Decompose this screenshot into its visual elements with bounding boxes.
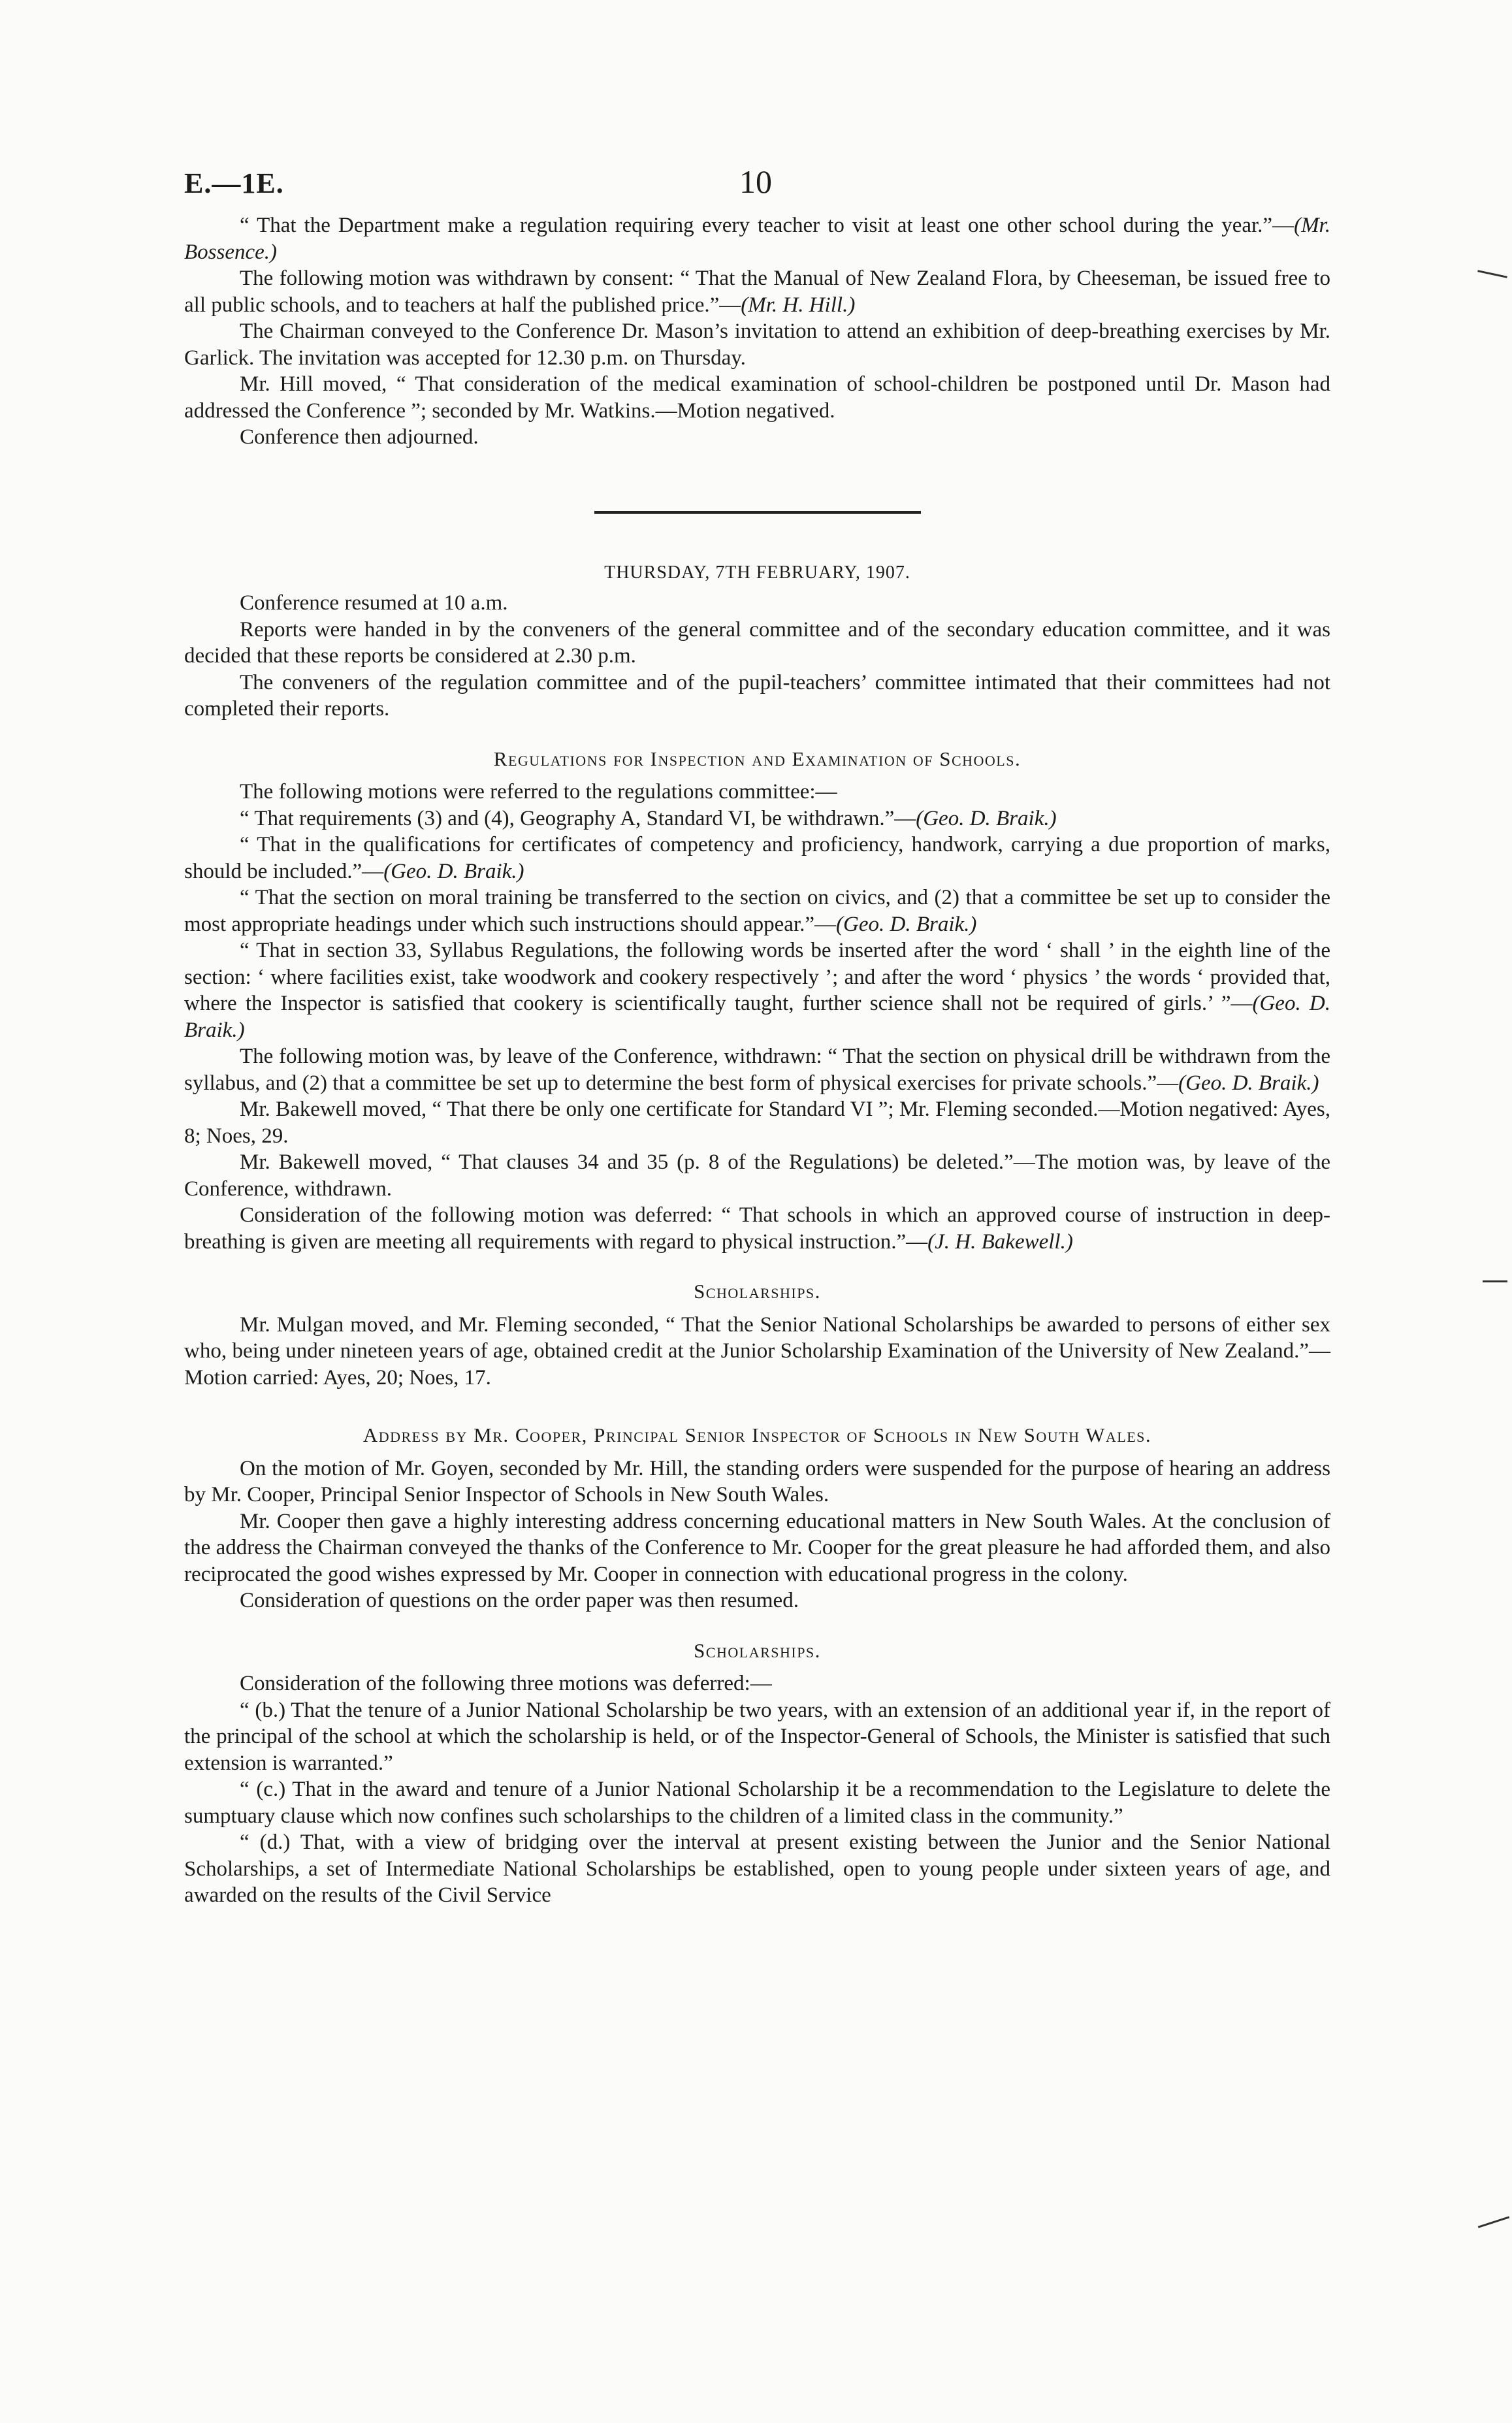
paragraph: [184, 424, 1330, 451]
section-divider: [594, 511, 921, 514]
paragraph: [184, 617, 1330, 670]
section-scholarships-2: [184, 1670, 1330, 1909]
paragraph-text: The following motions were referred to the regulations committee:—: [240, 780, 837, 804]
paragraph-text: The following motion was withdrawn by consent: “ That the Manual of New Zealand Flora, by Cheeseman, be issued free to all public schools, and to teachers at half the published price.”—: [184, 267, 1330, 317]
paragraph-text: The following motion was, by leave of the Conference, withdrawn: “ That the section on physical drill be withdrawn from the syllabus, and (2) that a committee be set up to determine the best form of physical exercises for private schools.”—: [184, 1045, 1330, 1095]
paragraph: [184, 1829, 1330, 1909]
attribution: (Geo. D. Braik.): [1178, 1071, 1319, 1095]
section-regulations: [184, 779, 1330, 1255]
paragraph-text: On the motion of Mr. Goyen, seconded by Mr. Hill, the standing orders were suspended for the purpose of hearing an address by Mr. Cooper, Principal Senior Inspector of Schools in New South Wales.: [184, 1456, 1330, 1506]
paragraph-text: “ (d.) That, with a view of bridging over the interval at present existing between the Junior and the Senior National Scholarships, a set of Intermediate National Scholarships be established, open to young people under sixteen years of age, and awarded on the results of the Civil Service: [184, 1830, 1330, 1907]
heading-scholarships-1: Scholarships.: [694, 1280, 821, 1303]
paragraph: [184, 1670, 1330, 1697]
attribution: (Geo. D. Braik.): [383, 859, 524, 883]
margin-mark: [1483, 1280, 1507, 1282]
section-scholarships-1: [184, 1312, 1330, 1391]
paragraph: [184, 805, 1330, 832]
document-reference: E.—1E.: [184, 167, 284, 199]
paragraph-text: Consideration of the following motion was deferred: “ That schools in which an approved course of instruction in deep-breathing is given are meeting all requirements with regard to physical instruction.”—: [184, 1203, 1330, 1254]
paragraph-text: “ That in the qualifications for certificates of competency and proficiency, handwork, carrying a due proportion of marks, should be included.”—: [184, 833, 1330, 883]
paragraph-text: The conveners of the regulation committee and of the pupil-teachers’ committee intimated that their committees had not completed their reports.: [184, 670, 1330, 721]
date-heading: THURSDAY, 7TH FEBRUARY, 1907.: [604, 562, 910, 583]
paragraph-text: “ That the Department make a regulation requiring every teacher to visit at least one other school during the year.”—: [240, 214, 1295, 237]
paragraph: [184, 265, 1330, 318]
paragraph: [184, 670, 1330, 723]
paragraph: [184, 1697, 1330, 1777]
paragraph: [184, 1202, 1330, 1255]
paragraph-text: “ (b.) That the tenure of a Junior National Scholarship be two years, with an extension of an additional year if, in the report of the principal of the school at which the scholarship is held, or of the Inspector-General of Schools, the Minister is satisfied that such extension is warranted.”: [184, 1698, 1330, 1775]
paragraph-text: The Chairman conveyed to the Conference Dr. Mason’s invitation to attend an exhibition of deep-breathing exercises by Mr. Garlick. The invitation was accepted for 12.30 p.m. on Thursday.: [184, 319, 1330, 370]
attribution: (Mr. Bossence.): [184, 214, 1330, 264]
paragraph: [184, 832, 1330, 885]
paragraph: [184, 371, 1330, 424]
page-header: [184, 163, 1330, 212]
attribution: (Geo. D. Braik.): [836, 912, 977, 936]
section-adjournment: [184, 212, 1330, 451]
margin-mark: [1478, 2216, 1509, 2228]
heading-regulations: Regulations for Inspection and Examination of Schools.: [493, 747, 1021, 770]
paragraph: [184, 1096, 1330, 1149]
margin-mark: [1477, 270, 1507, 278]
paragraph-text: Mr. Bakewell moved, “ That there be only one certificate for Standard VI ”; Mr. Fleming seconded.—Motion negatived: Ayes, 8; Noes, 29.: [184, 1098, 1330, 1148]
page-number: 10: [739, 163, 772, 200]
attribution: (Geo. D. Braik.): [184, 992, 1330, 1042]
paragraph: [184, 590, 1330, 617]
paragraph: [184, 1312, 1330, 1391]
heading-address: Address by Mr. Cooper, Principal Senior Inspector of Schools in New South Wales.: [362, 1423, 1152, 1446]
paragraph: [184, 1149, 1330, 1202]
paragraph-text: Conference then adjourned.: [240, 425, 479, 449]
paragraph: [184, 1508, 1330, 1588]
paragraph-text: “ That in section 33, Syllabus Regulations, the following words be inserted after the word ‘ shall ’ in the eighth line of the section: ‘ where facilities exist, take woodwork and cookery respectively ’; and after the word ‘ physics ’ the words ‘ provided that, where the Inspector is satisfied that cookery is scientifically taught, further science shall not be required of girls.’ ”—: [184, 939, 1330, 1015]
attribution: (Mr. H. Hill.): [741, 293, 856, 317]
paragraph: [184, 1455, 1330, 1508]
section-address: [184, 1455, 1330, 1614]
paragraph-text: Mr. Mulgan moved, and Mr. Fleming seconded, “ That the Senior National Scholarships be awarded to persons of either sex who, being under nineteen years of age, obtained credit at the Junior Scholarship Examination of the University of New Zealand.”—Motion carried: Ayes, 20; Noes, 17.: [184, 1312, 1330, 1390]
paragraph-text: “ That the section on moral training be transferred to the section on civics, and (2) that a committee be set up to consider the most appropriate headings under which such instructions should appear.”—: [184, 886, 1330, 936]
paragraph-text: Conference resumed at 10 a.m.: [240, 591, 508, 615]
paragraph: [184, 1776, 1330, 1829]
paragraph: [184, 937, 1330, 1043]
paragraph: [184, 318, 1330, 371]
paragraph: [184, 885, 1330, 937]
section-resumption: [184, 590, 1330, 723]
paragraph: [184, 212, 1330, 265]
paragraph: [184, 1043, 1330, 1096]
paragraph-text: Mr. Cooper then gave a highly interesting address concerning educational matters in New South Wales. At the conclusion of the address the Chairman conveyed the thanks of the Conference to Mr. Cooper for the great pleasure he had afforded them, and also reciprocated the good wishes expressed by Mr. Cooper in connection with educational progress in the colony.: [184, 1509, 1330, 1586]
paragraph: [184, 779, 1330, 805]
attribution: (Geo. D. Braik.): [916, 806, 1057, 830]
paragraph: [184, 1587, 1330, 1614]
attribution: (J. H. Bakewell.): [927, 1229, 1073, 1254]
paragraph-text: “ That requirements (3) and (4), Geography A, Standard VI, be withdrawn.”—: [240, 806, 916, 830]
heading-scholarships-2: Scholarships.: [694, 1638, 821, 1662]
paragraph-text: Consideration of questions on the order paper was then resumed.: [240, 1589, 799, 1612]
paragraph-text: Consideration of the following three motions was deferred:—: [240, 1672, 772, 1695]
body-text: [184, 212, 1330, 1909]
paragraph-text: “ (c.) That in the award and tenure of a Junior National Scholarship it be a recommendation to the Legislature to delete the sumptuary clause which now confines such scholarships to the children of a limited class in the community.”: [184, 1778, 1330, 1828]
paragraph-text: Mr. Bakewell moved, “ That clauses 34 and 35 (p. 8 of the Regulations) be deleted.”—The motion was, by leave of the Conference, withdrawn.: [184, 1150, 1330, 1201]
paragraph-text: Reports were handed in by the conveners of the general committee and of the secondary education committee, and it was decided that these reports be considered at 2.30 p.m.: [184, 617, 1330, 668]
document-page: [184, 163, 1330, 1909]
paragraph-text: Mr. Hill moved, “ That consideration of the medical examination of school-children be postponed until Dr. Mason had addressed the Conference ”; seconded by Mr. Watkins.—Motion negatived.: [184, 372, 1330, 423]
